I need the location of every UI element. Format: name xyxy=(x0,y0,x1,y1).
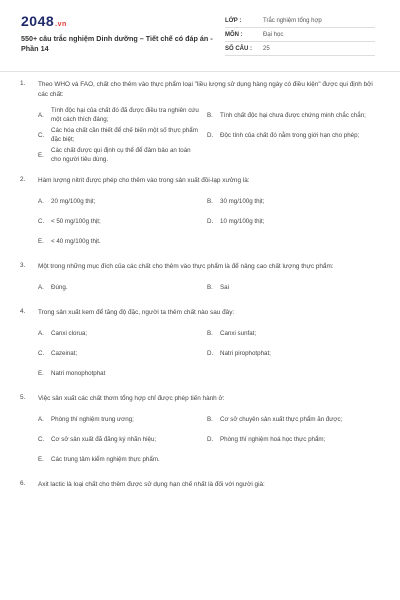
answer-option[interactable] xyxy=(38,146,207,164)
option-letter: E. xyxy=(38,237,44,245)
option-list xyxy=(38,106,376,166)
option-text: < 40 mg/100g thịt. xyxy=(51,237,101,245)
option-text: Đúng. xyxy=(51,283,68,291)
option-letter: D. xyxy=(207,217,214,225)
answer-option[interactable] xyxy=(207,344,376,362)
logo-suffix: .vn xyxy=(55,21,67,28)
answer-option[interactable] xyxy=(38,344,207,362)
option-text: Phòng thí nghiệm hoá học thực phẩm; xyxy=(220,435,326,443)
question-number: 2. xyxy=(20,176,26,183)
option-text: Tính chất độc hại chưa được chứng minh chắc chắn; xyxy=(220,111,366,119)
option-text: Cơ sở sản xuất đã đăng ký nhãn hiệu; xyxy=(51,435,157,443)
question-text: Theo WHO và FAO, chất cho thêm vào thực phẩm loại "liều lượng sử dụng hàng ngày có điều kiện" được qui định bởi các chất: xyxy=(38,81,373,98)
answer-option[interactable] xyxy=(207,430,376,448)
option-text: Các trung tâm kiểm nghiệm thực phẩm. xyxy=(51,455,160,463)
meta-key: LỚP : xyxy=(225,17,242,24)
option-letter: C. xyxy=(38,131,45,139)
answer-option[interactable] xyxy=(38,106,207,124)
question-item xyxy=(0,262,400,298)
question-item xyxy=(0,480,400,490)
answer-option[interactable] xyxy=(38,232,207,250)
option-letter: B. xyxy=(207,415,213,423)
question-number: 1. xyxy=(20,80,26,87)
document-title: 550+ câu trắc nghiệm Dinh dưỡng – Tiết chế có đáp án - Phần 14 xyxy=(21,34,213,53)
option-letter: A. xyxy=(38,283,44,291)
option-text: Canxi sunfat; xyxy=(220,329,257,337)
question-number: 4. xyxy=(20,308,26,315)
answer-option[interactable] xyxy=(207,410,376,428)
option-letter: A. xyxy=(38,111,44,119)
answer-option[interactable] xyxy=(38,430,207,448)
question-item xyxy=(0,394,400,470)
question-item xyxy=(0,176,400,252)
option-text: Natri pirophotphat; xyxy=(220,349,271,357)
option-text: Canxi clorua; xyxy=(51,329,88,337)
header-divider xyxy=(0,71,400,72)
meta-value: 25 xyxy=(263,45,270,52)
option-letter: B. xyxy=(207,283,213,291)
answer-option[interactable] xyxy=(207,324,376,342)
question-text: Trong sản xuất kem để tăng độ đặc, người ta thêm chất nào sau đây: xyxy=(38,309,235,316)
option-letter: E. xyxy=(38,369,44,377)
meta-row xyxy=(225,14,375,28)
option-letter: D. xyxy=(207,131,214,139)
meta-key: MÔN : xyxy=(225,31,243,38)
option-text: 10 mg/100g thịt; xyxy=(220,217,265,225)
option-letter: B. xyxy=(207,197,213,205)
question-item xyxy=(0,80,400,166)
option-text: < 50 mg/100g thịt; xyxy=(51,217,101,225)
site-logo[interactable] xyxy=(21,13,67,29)
answer-option[interactable] xyxy=(207,212,376,230)
option-text: Sai xyxy=(220,283,229,291)
logo-text: 2048 xyxy=(21,13,55,29)
option-text: 20 mg/100g thịt; xyxy=(51,197,96,205)
answer-option[interactable] xyxy=(207,278,376,296)
option-text: Độc tính của chất đó nằm trong giới hạn cho phép; xyxy=(220,131,360,139)
question-text: Axit lactic là loại chất cho thêm được sử dụng hạn chế nhất là đối với người già: xyxy=(38,481,265,488)
option-text: Các chất được qui định cụ thể để đảm bảo an toàn cho người tiêu dùng. xyxy=(51,147,191,163)
option-letter: C. xyxy=(38,435,45,443)
question-number: 6. xyxy=(20,480,26,487)
option-text: Natri monophotphat xyxy=(51,369,106,377)
option-list xyxy=(38,192,376,252)
meta-table xyxy=(225,14,375,56)
question-text: Việc sản xuất các chất thơm tổng hợp chỉ được phép tiến hành ở: xyxy=(38,395,225,402)
option-list xyxy=(38,410,376,470)
option-letter: C. xyxy=(38,349,45,357)
option-letter: E. xyxy=(38,455,44,463)
option-list xyxy=(38,278,376,298)
answer-option[interactable] xyxy=(38,410,207,428)
question-list xyxy=(0,80,400,500)
option-text: Tính độc hại của chất đó đã được điều tra nghiên cứu một cách thích đáng; xyxy=(51,107,199,123)
option-letter: C. xyxy=(38,217,45,225)
option-text: Cơ sở chuyên sản xuất thực phẩm ăn được; xyxy=(220,415,343,423)
answer-option[interactable] xyxy=(38,278,207,296)
answer-option[interactable] xyxy=(207,106,376,124)
meta-value: Trắc nghiệm tổng hợp xyxy=(263,17,322,24)
option-letter: D. xyxy=(207,435,214,443)
option-text: Phòng thí nghiệm trung ương; xyxy=(51,415,134,423)
answer-option[interactable] xyxy=(38,126,207,144)
meta-row xyxy=(225,42,375,56)
header xyxy=(0,0,400,70)
option-letter: B. xyxy=(207,111,213,119)
answer-option[interactable] xyxy=(38,192,207,210)
answer-option[interactable] xyxy=(207,192,376,210)
option-text: 30 mg/100g thịt; xyxy=(220,197,265,205)
answer-option[interactable] xyxy=(207,126,376,144)
option-list xyxy=(38,324,376,384)
option-letter: A. xyxy=(38,197,44,205)
answer-option[interactable] xyxy=(38,324,207,342)
option-text: Các hóa chất cần thiết để chế biến một số thực phẩm đặc biệt; xyxy=(51,127,198,143)
option-letter: A. xyxy=(38,329,44,337)
answer-option[interactable] xyxy=(38,450,207,468)
option-letter: E. xyxy=(38,151,44,159)
question-text: Một trong những mục đích của các chất cho thêm vào thực phẩm là để nâng cao chất lượng thực phẩm: xyxy=(38,263,334,270)
question-item xyxy=(0,308,400,384)
option-text: Cazeinat; xyxy=(51,349,78,357)
answer-option[interactable] xyxy=(38,364,207,382)
meta-value: Đại học xyxy=(263,31,284,38)
question-number: 5. xyxy=(20,394,26,401)
meta-row xyxy=(225,28,375,42)
question-number: 3. xyxy=(20,262,26,269)
answer-option[interactable] xyxy=(38,212,207,230)
option-letter: D. xyxy=(207,349,214,357)
question-text: Hàm lượng nitrit được phép cho thêm vào trong sản xuất đồi-lạp xưởng là: xyxy=(38,177,250,184)
option-letter: B. xyxy=(207,329,213,337)
option-letter: A. xyxy=(38,415,44,423)
meta-key: SỐ CÂU : xyxy=(225,45,252,52)
